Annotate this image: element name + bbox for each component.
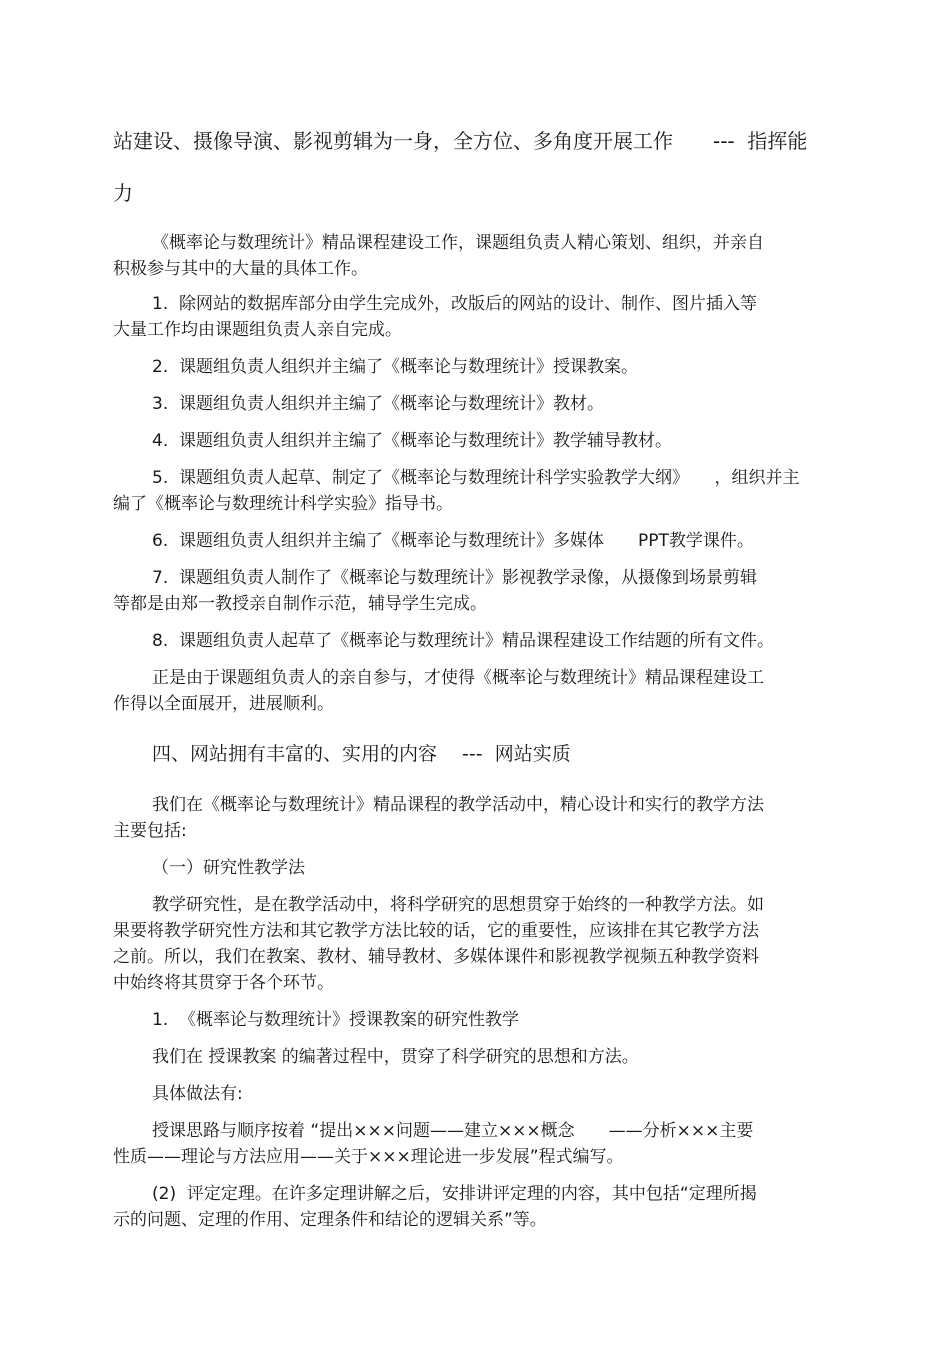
section-heading: 四、网站拥有丰富的、实用的内容 --- 网站实质 xyxy=(152,743,571,765)
paragraph-intro-line-2: 积极参与其中的大量的具体工作。 xyxy=(113,259,368,279)
paragraph-intro-line-1: 《概率论与数理统计》精品课程建设工作，课题组负责人精心策划、组织，并亲自 xyxy=(152,233,764,253)
list-item-5-line-2: 编了《概率论与数理统计科学实验》指导书。 xyxy=(113,494,453,514)
list-item-1-line-2: 大量工作均由课题组负责人亲自完成。 xyxy=(113,320,402,340)
list-item-6: 6. 课题组负责人组织并主编了《概率论与数理统计》多媒体 PPT教学课件。 xyxy=(152,531,754,551)
paragraph-methods-line-1: 我们在《概率论与数理统计》精品课程的教学活动中，精心设计和实行的教学方法 xyxy=(152,795,764,815)
paragraph-research-line-2: 果要将教学研究性方法和其它教学方法比较的话，它的重要性，应该排在其它教学方法 xyxy=(113,921,759,941)
top-heading-line-2: 力 xyxy=(113,181,133,205)
subheading-research-teaching: （一）研究性教学法 xyxy=(152,858,305,878)
list-item-1-line-1: 1. 除网站的数据库部分由学生完成外，改版后的网站的设计、制作、图片插入等 xyxy=(152,294,758,314)
list-item-7-line-1: 7. 课题组负责人制作了《概率论与数理统计》影视教学录像，从摄像到场景剪辑 xyxy=(152,568,758,588)
list-item-4: 4. 课题组负责人组织并主编了《概率论与数理统计》教学辅导教材。 xyxy=(152,431,673,451)
top-heading-line-1: 站建设、摄像导演、影视剪辑为一身，全方位、多角度开展工作 --- 指挥能 xyxy=(113,129,808,153)
list-item-2: 2. 课题组负责人组织并主编了《概率论与数理统计》授课教案。 xyxy=(152,357,639,377)
paragraph-research-line-3: 之前。所以，我们在教案、教材、辅导教材、多媒体课件和影视教学视频五种教学资料 xyxy=(113,947,759,967)
paragraph-methods-line-2: 主要包括: xyxy=(113,821,187,841)
paragraph-conclusion-line-2: 作得以全面展开，进展顺利。 xyxy=(113,694,334,714)
paragraph-lesson-plan: 我们在 授课教案 的编著过程中，贯穿了科学研究的思想和方法。 xyxy=(152,1047,639,1067)
paragraph-teaching-order-line-1: 授课思路与顺序按着 “提出×××问题——建立×××概念 ——分析×××主要 xyxy=(152,1121,754,1141)
paragraph-theorem-review-line-1: (2) 评定定理。在许多定理讲解之后，安排讲评定理的内容，其中包括“定理所揭 xyxy=(152,1184,757,1204)
paragraph-research-line-1: 教学研究性，是在教学活动中，将科学研究的思想贯穿于始终的一种教学方法。如 xyxy=(152,895,764,915)
paragraph-specific-methods: 具体做法有: xyxy=(152,1084,243,1104)
list-item-8: 8. 课题组负责人起草了《概率论与数理统计》精品课程建设工作结题的所有文件。 xyxy=(152,631,775,651)
list-item-5-line-1: 5. 课题组负责人起草、制定了《概率论与数理统计科学实验教学大纲》 ，组织并主 xyxy=(152,468,800,488)
numbered-subheading-1: 1. 《概率论与数理统计》授课教案的研究性教学 xyxy=(152,1010,520,1030)
paragraph-theorem-review-line-2: 示的问题、定理的作用、定理条件和结论的逻辑关系”等。 xyxy=(113,1210,547,1230)
list-item-3: 3. 课题组负责人组织并主编了《概率论与数理统计》教材。 xyxy=(152,394,605,414)
paragraph-teaching-order-line-2: 性质——理论与方法应用——关于×××理论进一步发展”程式编写。 xyxy=(113,1147,624,1167)
paragraph-conclusion-line-1: 正是由于课题组负责人的亲自参与，才使得《概率论与数理统计》精品课程建设工 xyxy=(152,668,764,688)
paragraph-research-line-4: 中始终将其贯穿于各个环节。 xyxy=(113,973,334,993)
list-item-7-line-2: 等都是由郑一教授亲自制作示范，辅导学生完成。 xyxy=(113,594,487,614)
